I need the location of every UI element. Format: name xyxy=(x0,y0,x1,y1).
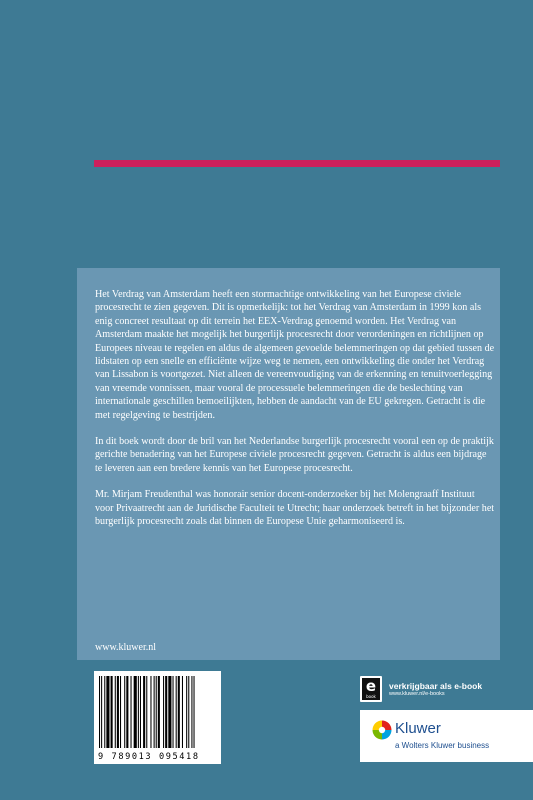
blurb-paragraph: In dit boek wordt door de bril van het Nederlandse burgerlijk procesrecht vooral een op de praktijk gerichte benadering van het Europese civiele procesrecht gegeven. Getracht is aldus een bijdrage te leveren aan een bredere kennis van het Europese procesrecht. xyxy=(95,436,494,474)
barcode-bars xyxy=(99,676,216,748)
barcode-bar xyxy=(143,676,145,748)
barcode-bar xyxy=(104,676,105,748)
barcode-bar xyxy=(173,676,174,748)
barcode-bar xyxy=(124,676,125,748)
barcode-bar xyxy=(165,676,167,748)
barcode-bar xyxy=(106,676,109,748)
barcode-bar xyxy=(194,676,195,748)
barcode-bar xyxy=(158,676,160,748)
barcode xyxy=(94,671,221,764)
barcode-bar xyxy=(117,676,119,748)
barcode-bar xyxy=(120,676,121,748)
author-bio: Mr. Mirjam Freudenthal was honorair senior docent-onderzoeker bij het Molengraaff Instituut voor Privaatrecht aan de Juridische Faculteit te Utrecht; haar onderzoek betreft in het bijzonder het burgerlijk procesrecht zoals dat binnen de Europese Unie geharmoniseerd is. xyxy=(95,489,495,528)
barcode-bar xyxy=(115,676,116,748)
ebook-icon-sublabel: book xyxy=(366,694,376,699)
publisher-name: Kluwer xyxy=(395,720,441,737)
barcode-bar xyxy=(146,676,147,748)
publisher-tagline: a Wolters Kluwer business xyxy=(395,741,490,750)
ebook-label: verkrijgbaar als e-book xyxy=(389,680,483,691)
barcode-bar xyxy=(99,676,100,748)
barcode-bar xyxy=(126,676,128,748)
ebook-badge xyxy=(360,676,482,702)
website-url: www.kluwer.nl xyxy=(95,642,157,653)
barcode-bar xyxy=(138,676,139,748)
barcode-bar xyxy=(101,676,102,748)
barcode-bar xyxy=(156,676,157,748)
barcode-bar xyxy=(131,676,132,748)
publisher-logo-box xyxy=(360,710,533,762)
barcode-bar xyxy=(134,676,137,748)
barcode-bar xyxy=(186,676,187,748)
kluwer-globe-icon xyxy=(372,720,392,740)
barcode-bar xyxy=(188,676,189,748)
barcode-bar xyxy=(176,676,177,748)
blurb-paragraph: Het Verdrag van Amsterdam heeft een stormachtige ontwikkeling van het Europese civiele procesrecht te zien gegeven. Dit is opmerkelijk: tot het Verdrag van Amsterdam in 1999 kon als enig concreet resultaat op dit terrein het EEX-Verdrag genoemd worden. Het Verdrag van Amsterdam maakte het mogelijk het burgerlijk procesrecht door verordeningen en richtlijnen op Europees niveau te regelen en aldus de algemeen gevoelde belemmeringen op dat gebied tussen de lidstaten op een snelle en efficiënte wijze weg te nemen, een ontwikkeling die onder het Verdrag van Lissabon is voortgezet. Niet alleen de vereenvoudiging van de erkenning en tenuitvoerlegging van vreemde vonnissen, maar vooral de processuele belemmeringen die de beslechting van internationale geschillen bemoeilijkten, hebben de aandacht van de EU gekregen. Getracht is die met regelgeving te bestrijden. xyxy=(95,289,495,421)
blurb-text xyxy=(95,288,495,542)
barcode-digits: 9 789013 095418 xyxy=(98,752,200,762)
barcode-bar xyxy=(150,676,151,748)
barcode-bar xyxy=(178,676,180,748)
ebook-icon xyxy=(360,676,382,702)
barcode-bar xyxy=(163,676,164,748)
ebook-url: www.kluwer.nl/e-books xyxy=(389,690,445,697)
barcode-bar xyxy=(154,676,155,748)
barcode-bar xyxy=(182,676,183,748)
barcode-bar xyxy=(168,676,171,748)
barcode-bar xyxy=(191,676,192,748)
ebook-icon-letter: e xyxy=(365,677,377,695)
barcode-bar xyxy=(140,676,141,748)
barcode-bar xyxy=(111,676,113,748)
accent-bar xyxy=(94,160,500,167)
